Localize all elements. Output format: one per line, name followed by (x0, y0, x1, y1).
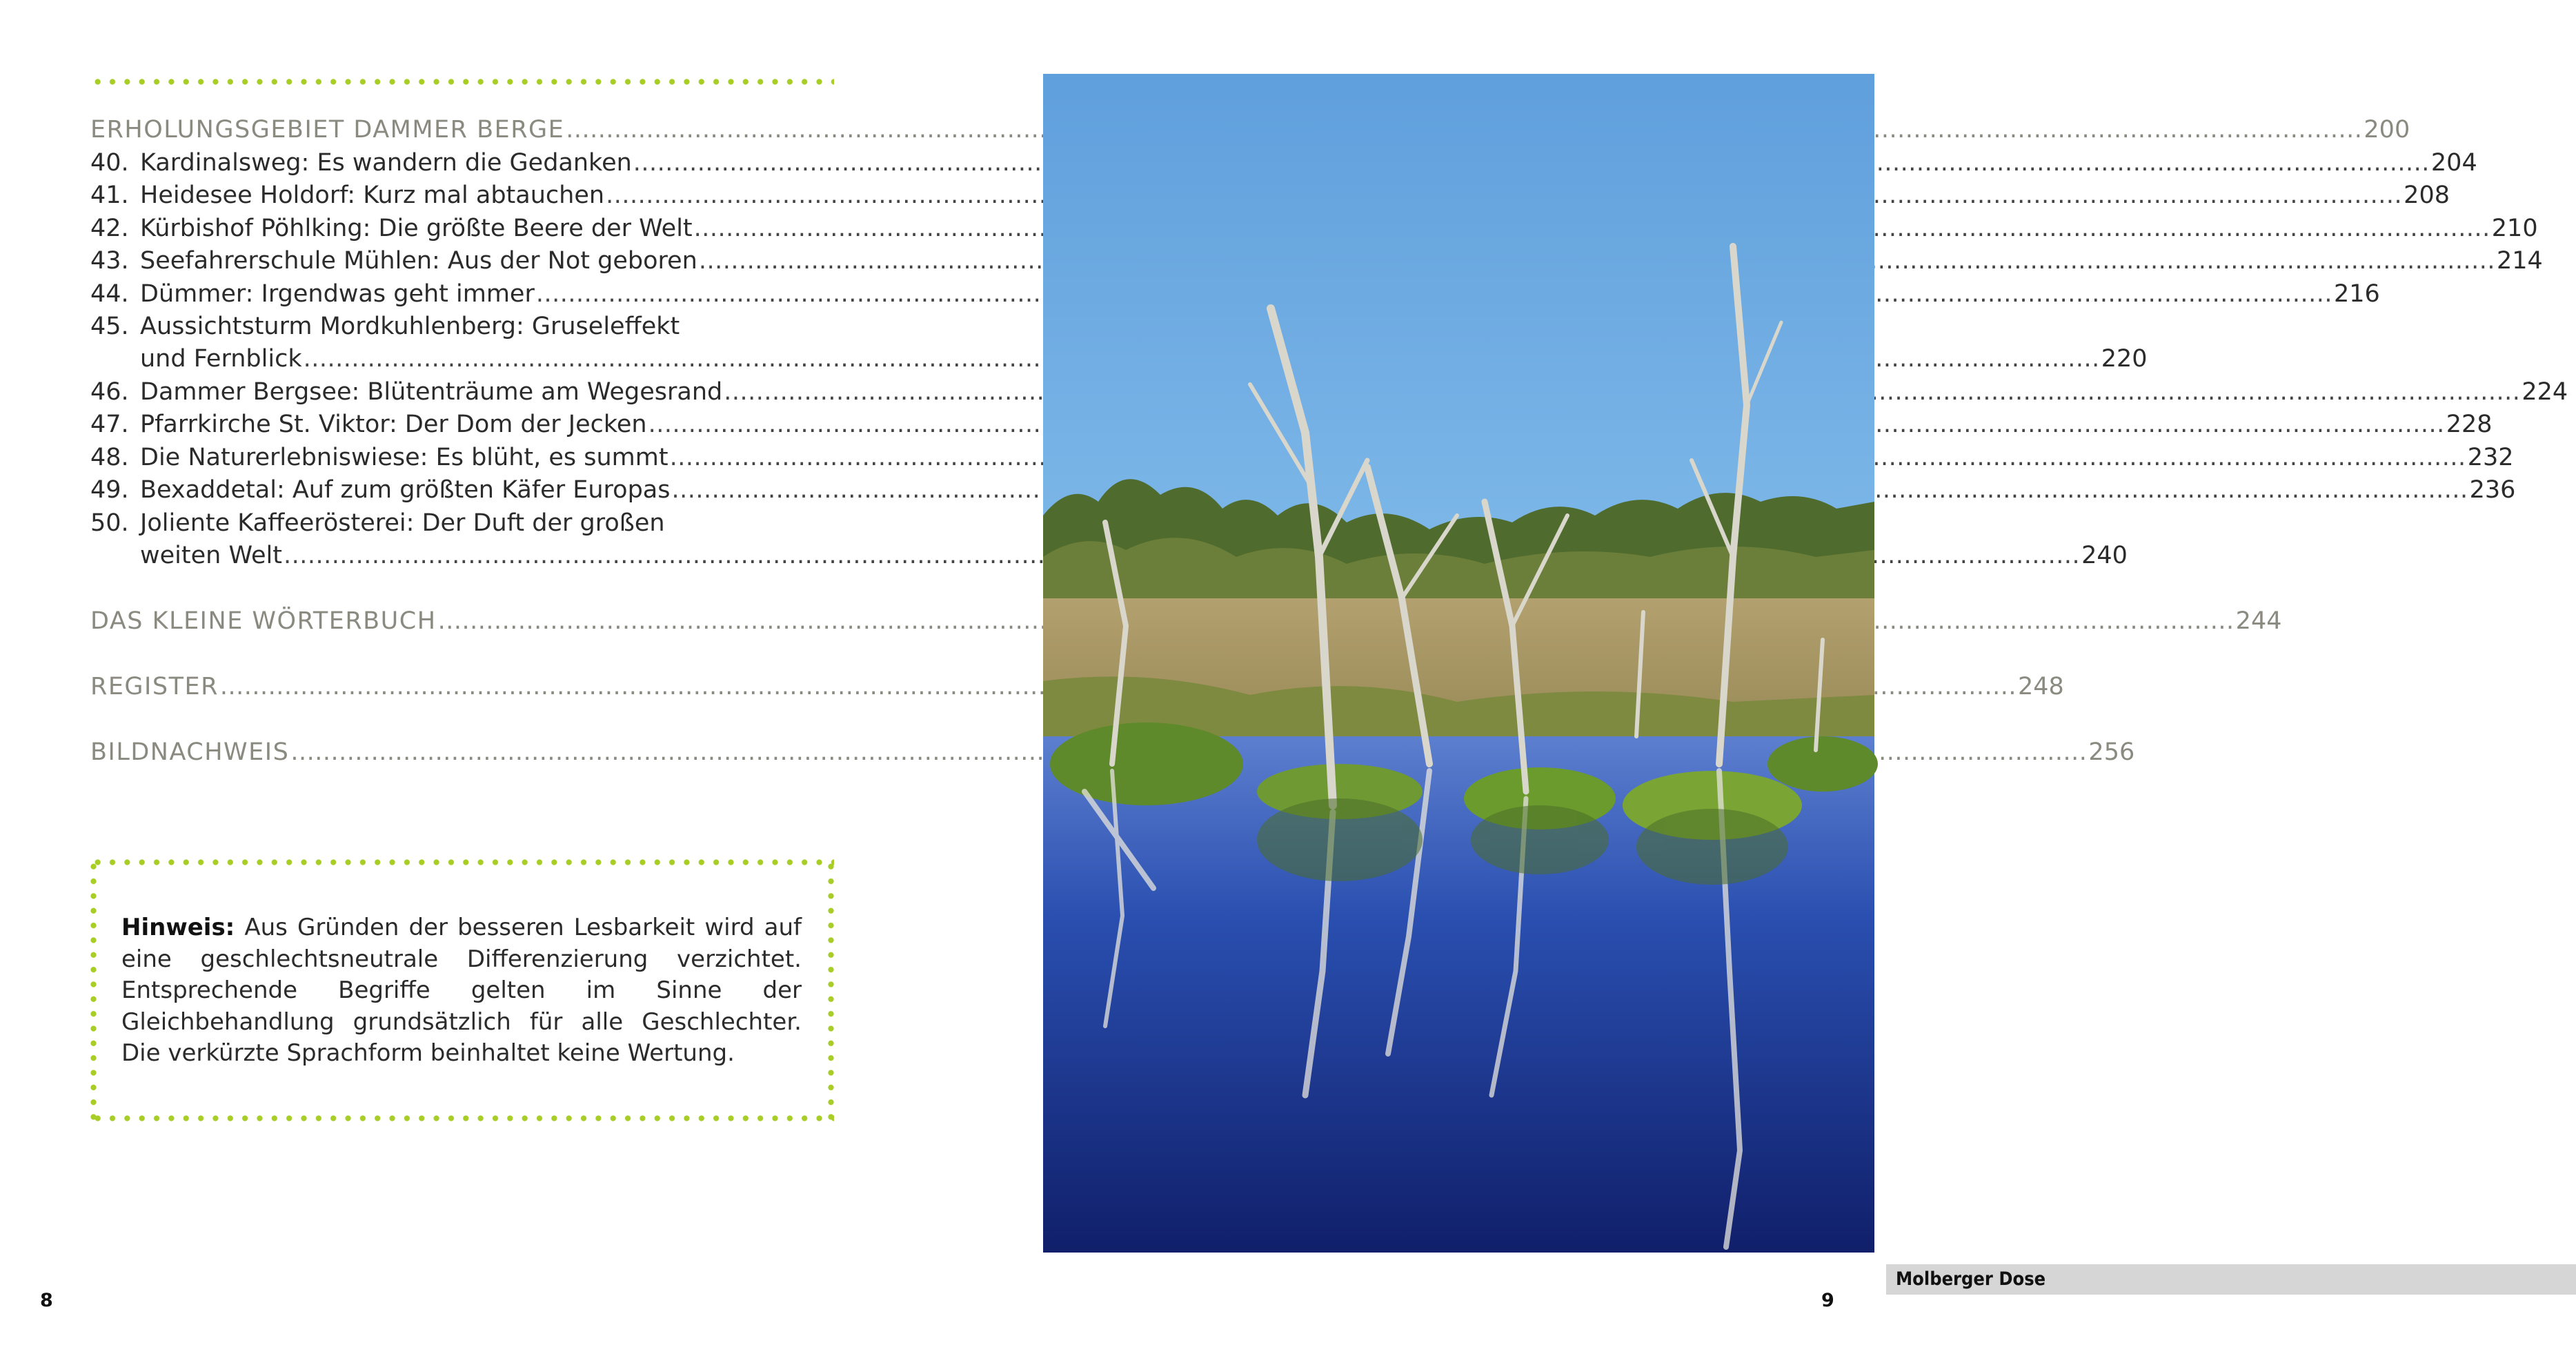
landscape-illustration (1043, 74, 1874, 1253)
toc-page-number: 214 (2496, 247, 2543, 275)
toc-entry-number: 45. (90, 313, 129, 340)
toc-entry-number: 46. (90, 378, 129, 406)
toc-entry-title: Pfarrkirche St. Viktor: Der Dom der Jecken (140, 411, 647, 438)
toc-entry-continuation[interactable] (90, 342, 2148, 375)
note-label: Hinweis: (121, 914, 235, 941)
toc-section-title: BILDNACHWEIS (90, 738, 290, 766)
toc-entry[interactable] (90, 441, 2514, 474)
toc-section-title: DAS KLEINE WÖRTERBUCH (90, 607, 437, 635)
toc-entry-title: Kürbishof Pöhlking: Die größte Beere der Welt (140, 215, 693, 242)
toc-entry[interactable] (90, 146, 2477, 179)
toc-entry[interactable] (90, 310, 831, 343)
toc-entry[interactable] (90, 244, 2543, 277)
toc-entry-title: Die Naturerlebniswiese: Es blüht, es summt (140, 444, 668, 471)
toc-section-dammer-berge[interactable] (90, 113, 2410, 146)
toc-page-number: 204 (2430, 149, 2477, 177)
toc-entry-number: 48. (90, 444, 129, 471)
toc-entry-title: Aussichtsturm Mordkuhlenberg: Gruseleffekt (140, 313, 680, 340)
toc-page-number: 216 (2333, 280, 2380, 308)
toc-page-number: 210 (2491, 215, 2538, 242)
toc-entry-title: Dammer Bergsee: Blütenträume am Wegesrand (140, 378, 723, 406)
toc-page-number: 224 (2521, 378, 2568, 406)
toc-page-number: 244 (2235, 607, 2282, 635)
toc-entry-title: Joliente Kaffeerösterei: Der Duft der großen (140, 509, 665, 537)
toc-entry-number: 40. (90, 149, 129, 177)
toc-section-woerterbuch[interactable] (90, 605, 2282, 638)
toc-entry[interactable] (90, 408, 2493, 441)
toc-entry-title: Dümmer: Irgendwas geht immer (140, 280, 535, 308)
page-number-right: 9 (1821, 1290, 1834, 1311)
toc-entry[interactable] (90, 507, 831, 540)
note-box-border-bottom (90, 1115, 834, 1121)
toc-page-number: 228 (2446, 411, 2493, 438)
toc-entry[interactable] (90, 179, 2450, 212)
toc-entry-number: 50. (90, 509, 129, 537)
note-box-border-left (90, 859, 97, 1121)
toc-entry[interactable] (90, 375, 2568, 409)
toc-entry-number: 47. (90, 411, 129, 438)
toc-page-number: 236 (2469, 476, 2516, 504)
toc-entry-title: Seefahrerschule Mühlen: Aus der Not geboren (140, 247, 697, 275)
toc-page-number: 256 (2088, 738, 2135, 766)
toc-page-number: 232 (2467, 444, 2514, 471)
toc-entry-title-continued: weiten Welt (140, 542, 282, 569)
toc-entry-number: 43. (90, 247, 129, 275)
toc-section-register[interactable] (90, 670, 2064, 703)
toc-section-bildnachweis[interactable] (90, 736, 2135, 769)
toc-section-title: REGISTER (90, 673, 219, 700)
toc-entry-number: 49. (90, 476, 129, 504)
toc-entry-number: 42. (90, 215, 129, 242)
toc-page-number: 200 (2364, 116, 2410, 144)
photo-caption: Molberger Dose (1886, 1264, 2576, 1295)
note-box-border-top (90, 859, 834, 865)
toc-entry[interactable] (90, 212, 2538, 245)
toc-entry-continuation[interactable] (90, 539, 2128, 572)
top-dotted-rule (90, 79, 834, 85)
toc-page-number: 248 (2018, 673, 2064, 700)
toc-entry[interactable] (90, 473, 2516, 507)
note-box-border-right (828, 859, 834, 1121)
toc-entry[interactable] (90, 277, 2380, 311)
toc-page-number: 240 (2081, 542, 2128, 569)
toc-page-number: 208 (2404, 181, 2450, 209)
toc-entry-title: Kardinalsweg: Es wandern die Gedanken (140, 149, 632, 177)
toc-section-title: ERHOLUNGSGEBIET DAMMER BERGE (90, 116, 565, 144)
toc-entry-title: Bexaddetal: Auf zum größten Käfer Europas (140, 476, 671, 504)
toc-page-number: 220 (2101, 345, 2148, 373)
toc-entry-number: 44. (90, 280, 129, 308)
page-number-left: 8 (40, 1290, 53, 1311)
toc-entry-title: Heidesee Holdorf: Kurz mal abtauchen (140, 181, 605, 209)
toc-entry-title-continued: und Fernblick (140, 345, 302, 373)
toc-entry-number: 41. (90, 181, 129, 209)
note-text (121, 912, 802, 1070)
note-body: Aus Gründen der besseren Lesbarkeit wird auf eine geschlechtsneutrale Differenzierung verzichtet. Entsprechende Begriffe gelten im Sinne der Gleichbehandlung grundsätzlich für alle Geschlechter. Die verkürzte Sprachform beinhaltet keine Wertung. (121, 914, 802, 1067)
